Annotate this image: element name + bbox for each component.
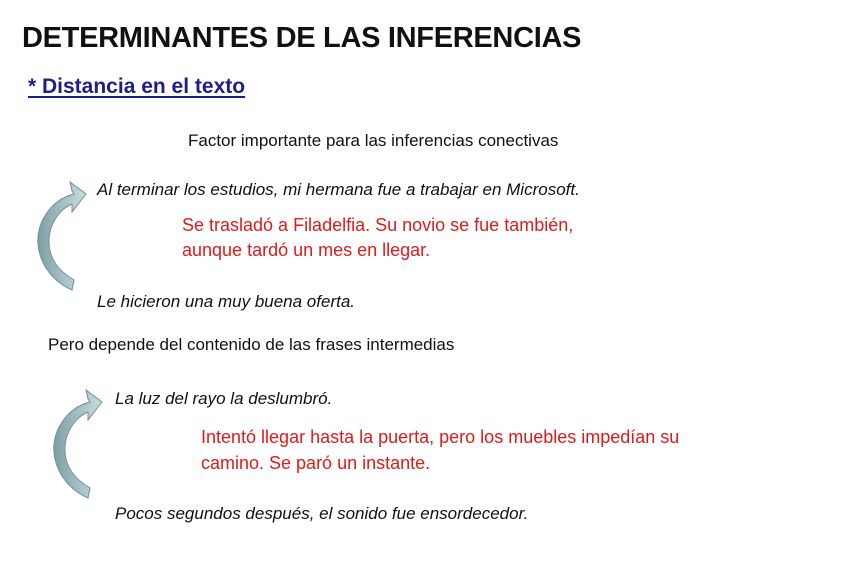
intro-text: Factor importante para las inferencias conectivas (188, 131, 559, 150)
section-subtitle: * Distancia en el texto (28, 75, 246, 98)
example1-middle-line-2: aunque tardó un mes en llegar. (182, 240, 431, 260)
slide-title: DETERMINANTES DE LAS INFERENCIAS (22, 22, 582, 54)
example2-middle-line-1: Intentó llegar hasta la puerta, pero los muebles impedían su (201, 427, 680, 447)
example1-middle-line-1: Se trasladó a Filadelfia. Su novio se fue también, (182, 215, 574, 235)
curved-arrow-icon (48, 388, 104, 506)
example2-first-sentence: La luz del rayo la deslumbró. (115, 389, 333, 408)
example1-last-sentence: Le hicieron una muy buena oferta. (97, 292, 356, 311)
example2-middle-line-2: camino. Se paró un instante. (201, 453, 431, 473)
transition-text: Pero depende del contenido de las frases intermedias (48, 335, 455, 354)
curved-arrow-icon (32, 180, 88, 298)
example2-last-sentence: Pocos segundos después, el sonido fue ensordecedor. (115, 504, 529, 523)
example1-first-sentence: Al terminar los estudios, mi hermana fue a trabajar en Microsoft. (97, 180, 580, 199)
